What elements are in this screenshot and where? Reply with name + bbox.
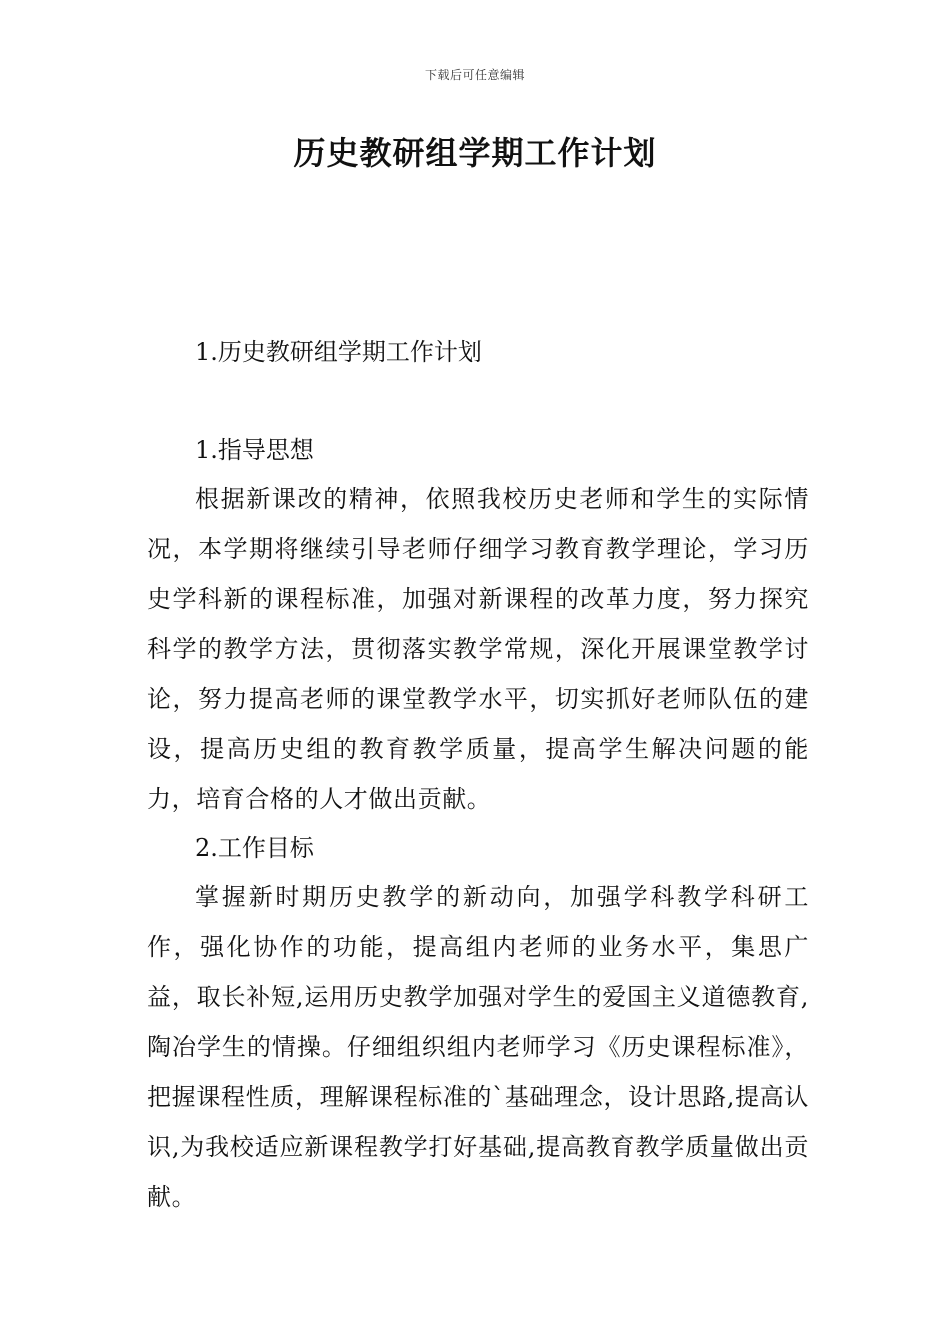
- document-body: [147, 328, 809, 1222]
- section-paragraph-work-goals: 掌握新时期历史教学的新动向，加强学科教学科研工作，强化协作的功能，提高组内老师的业务水平，集思广益，取长补短,运用历史教学加强对学生的爱国主义道德教育,陶冶学生的情操。仔细组织组内老师学习《历史课程标准》，把握课程性质，理解课程标准的`基础理念，设计思路,提高认识,为我校适应新课程教学打好基础,提高教育教学质量做出贡献。: [147, 883, 809, 1211]
- section-heading-work-goals: 2.工作目标: [195, 834, 314, 862]
- document-title: 历史教研组学期工作计划: [293, 134, 657, 172]
- item-heading: 1.历史教研组学期工作计划: [195, 338, 482, 366]
- section-heading-guiding-ideology: 1.指导思想: [195, 436, 314, 464]
- section-paragraph-guiding-ideology: 根据新课改的精神，依照我校历史老师和学生的实际情况，本学期将继续引导老师仔细学习教育教学理论，学习历史学科新的课程标准，加强对新课程的改革力度，努力探究科学的教学方法，贯彻落实教学常规，深化开展课堂教学讨论，努力提高老师的课堂教学水平，切实抓好老师队伍的建设，提高历史组的教育教学质量，提高学生解决问题的能力，培育合格的人才做出贡献。: [147, 485, 809, 813]
- header-note: 下载后可任意编辑: [424, 68, 525, 82]
- spacer: [147, 376, 809, 426]
